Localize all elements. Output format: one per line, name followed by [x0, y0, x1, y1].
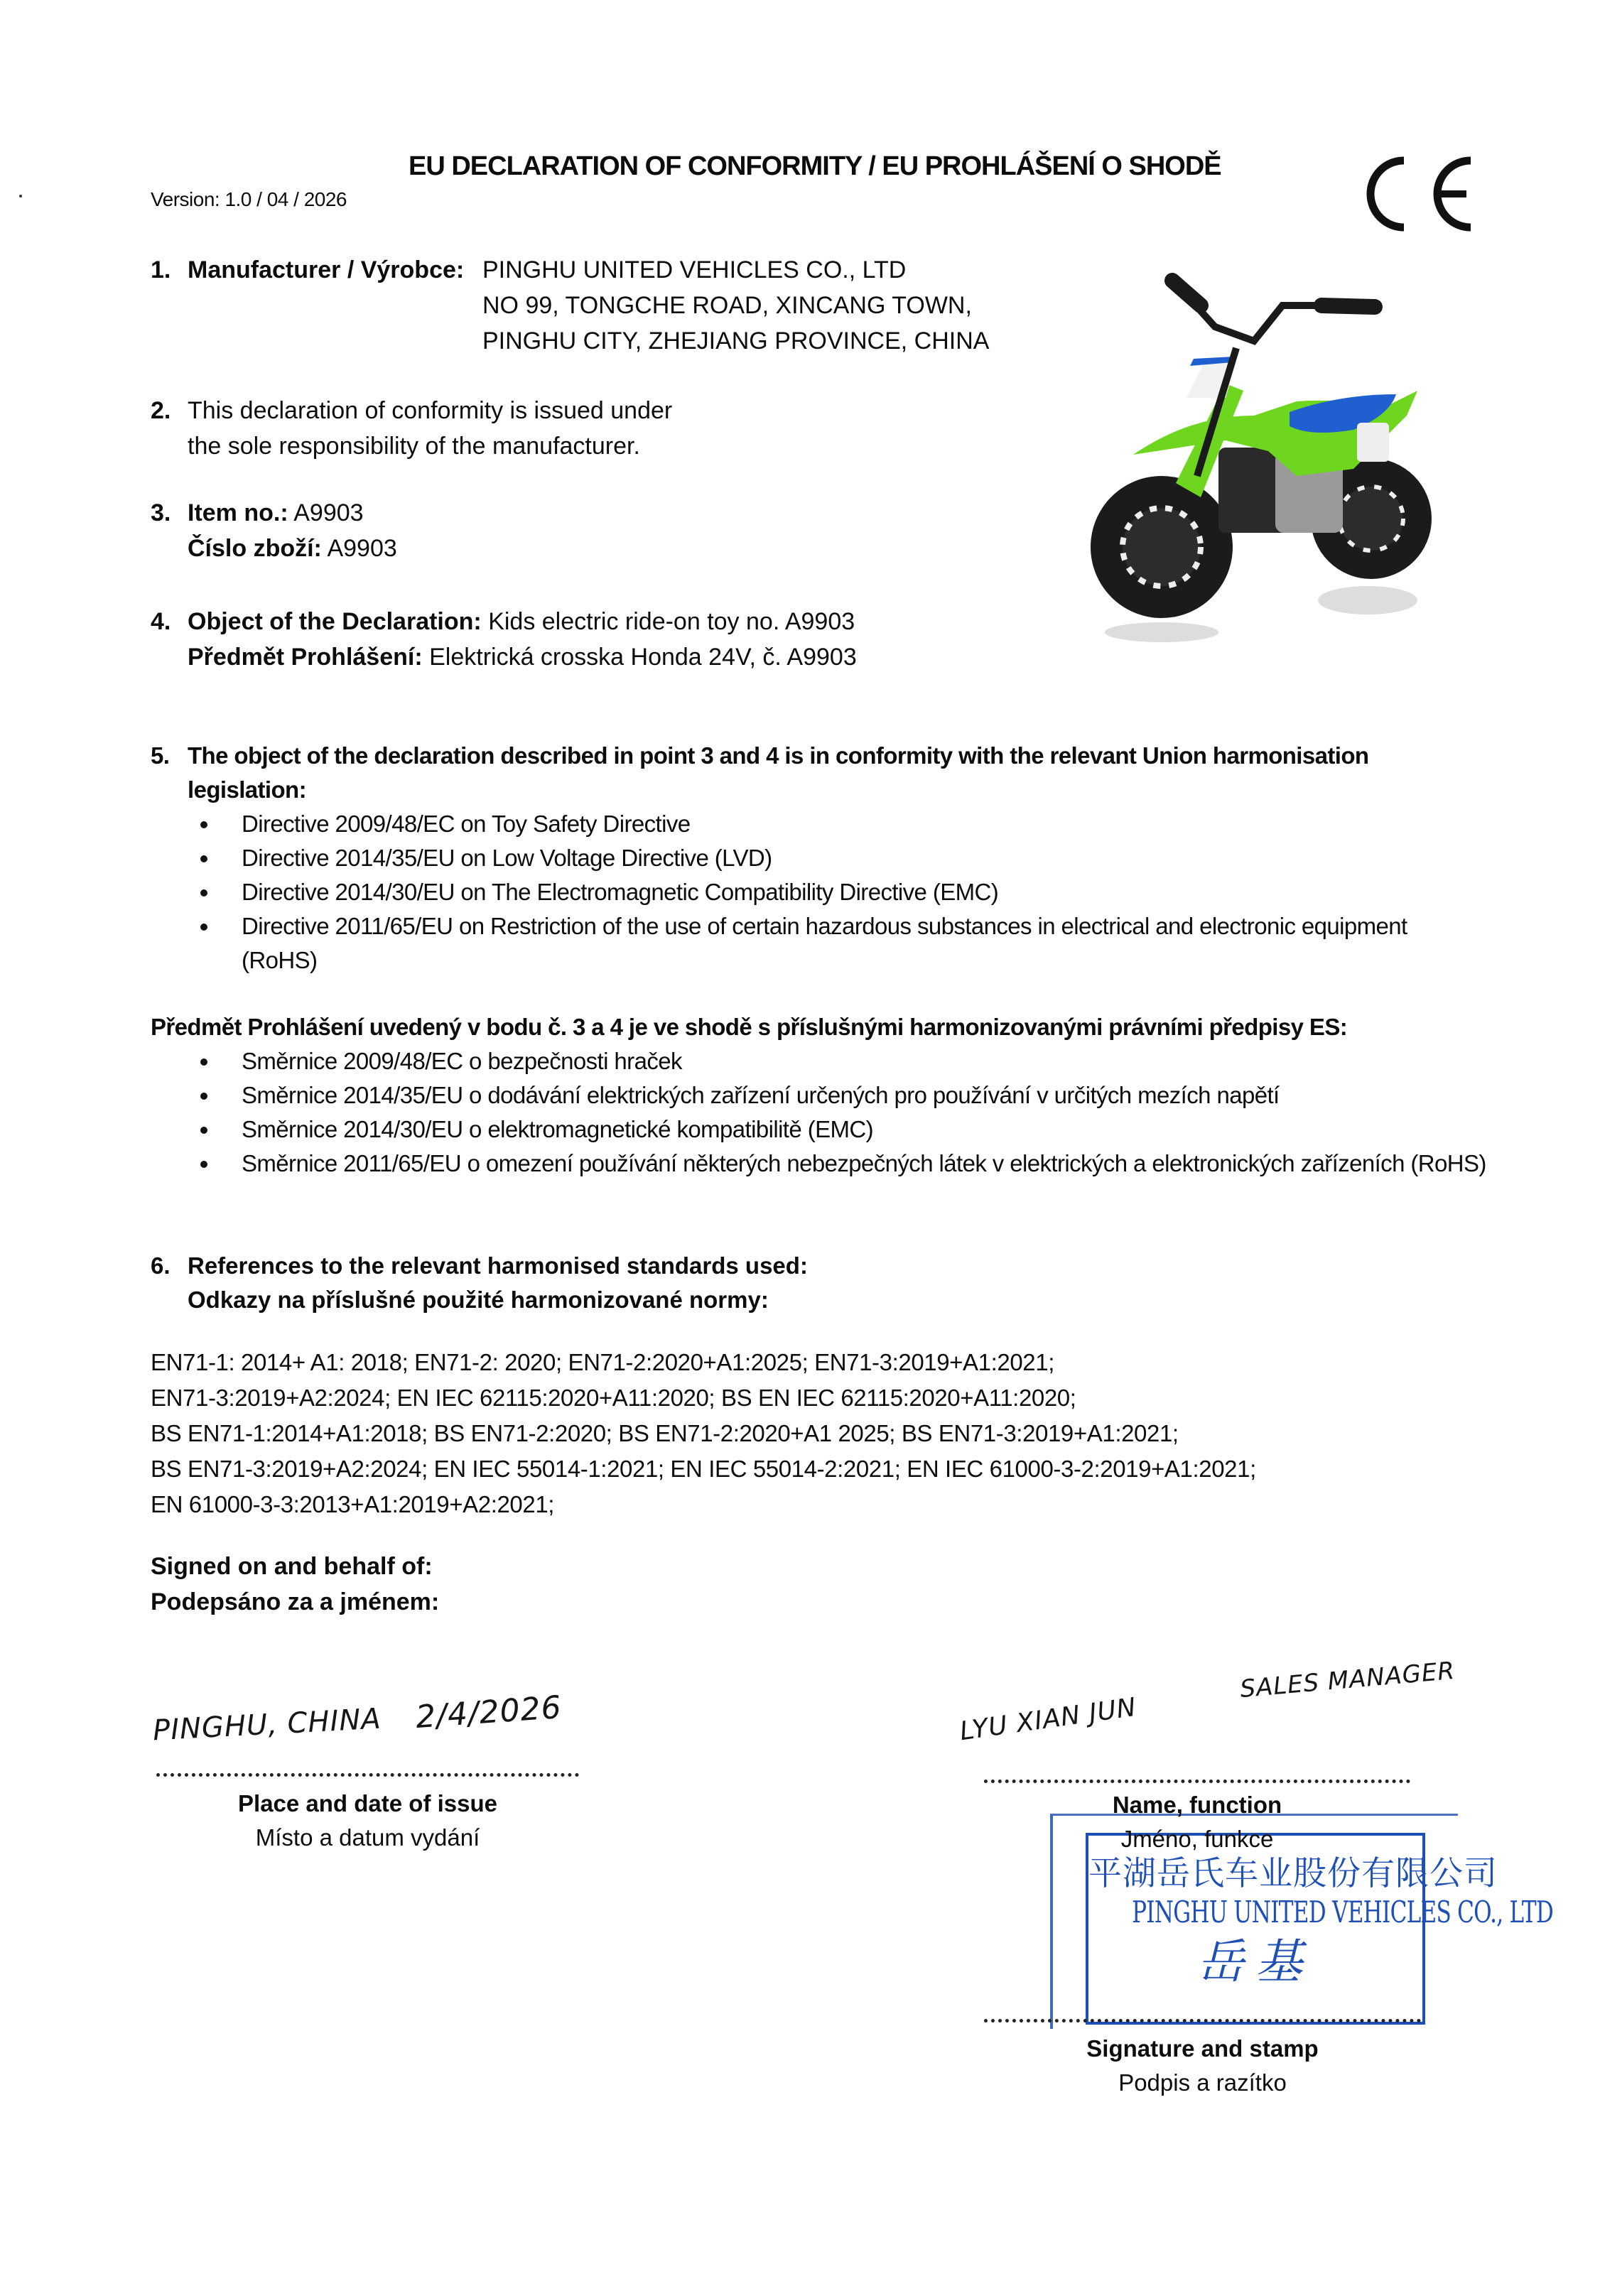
section-number: 3. [151, 499, 171, 526]
handwritten-date: 2/4/2026 [414, 1689, 563, 1736]
stamp-company-cn: 平湖岳氏车业股份有限公司 [1088, 1854, 1498, 1893]
manufacturer-address-line: PINGHU CITY, ZHEJIANG PROVINCE, CHINA [482, 327, 990, 354]
manufacturer-label: Manufacturer / Výrobce: [188, 256, 465, 283]
standards-line: EN 61000-3-3:2013+A1:2019+A2:2021; [151, 1491, 555, 1517]
directive-item: Directive 2014/35/EU on Low Voltage Directive (LVD) [188, 841, 1486, 875]
item-no-value: A9903 [293, 499, 364, 526]
stamp-signature: 岳基 [1197, 1934, 1314, 1989]
section-manufacturer [151, 252, 990, 359]
item-no-label-cz: Číslo zboží: [188, 535, 322, 562]
standards-list [151, 1345, 1256, 1522]
legislation-intro-cz: Předmět Prohlášení uvedený v bodu č. 3 a 4 je ve shodě s příslušnými harmonizovanými právními předpisy ES: [151, 1014, 1348, 1040]
standards-label-cz: Odkazy na příslušné použité harmonizované normy: [188, 1287, 769, 1313]
handwritten-place: PINGHU, CHINA [152, 1702, 382, 1748]
object-label: Object of the Declaration: [188, 608, 482, 635]
sign-caption-cz: Podpis a razítko [1118, 2069, 1287, 2096]
directive-list-cz [151, 1044, 1486, 1181]
shadow [1105, 622, 1218, 642]
document-title: EU DECLARATION OF CONFORMITY / EU PROHLÁŠENÍ O SHODĚ [409, 151, 1221, 181]
section-legislation-cz [151, 1010, 1486, 1181]
name-caption-en: Name, function [1112, 1792, 1282, 1818]
directive-item: Směrnice 2009/48/EC o bezpečnosti hraček [188, 1044, 1486, 1078]
item-no-value-cz: A9903 [327, 535, 397, 562]
ce-mark-icon [1348, 155, 1476, 233]
standards-line: EN71-3:2019+A2:2024; EN IEC 62115:2020+A11:2020; BS EN IEC 62115:2020+A11:2020; [151, 1385, 1076, 1411]
section-number: 4. [151, 608, 171, 635]
shadow [1318, 586, 1417, 614]
object-label-cz: Předmět Prohlášení: [188, 644, 423, 671]
signed-on-behalf [151, 1549, 439, 1620]
directive-item: Directive 2009/48/EC on Toy Safety Directive [188, 807, 1486, 841]
scan-speck [19, 195, 22, 197]
section-number: 5. [151, 742, 170, 769]
standards-label: References to the relevant harmonised standards used: [188, 1252, 808, 1279]
section-object [151, 604, 857, 675]
name-function-line [984, 1780, 1410, 1783]
place-caption-en: Place and date of issue [238, 1790, 497, 1816]
section-number: 1. [151, 256, 171, 283]
directive-item: Směrnice 2014/35/EU o dodávání elektrických zařízení určených pro používání v určitých mezích napětí [188, 1078, 1486, 1112]
dirt-bike-image [1083, 263, 1453, 646]
directive-item: Directive 2014/30/EU on The Electromagnetic Compatibility Directive (EMC) [188, 875, 1486, 909]
section-legislation [151, 739, 1486, 978]
version-label: Version: 1.0 / 04 / 2026 [151, 188, 347, 210]
name-caption-cz: Jméno, funkce [1120, 1826, 1274, 1852]
standards-line: EN71-1: 2014+ A1: 2018; EN71-2: 2020; EN71-2:2020+A1:2025; EN71-3:2019+A1:2021; [151, 1349, 1054, 1375]
manufacturer-name: PINGHU UNITED VEHICLES CO., LTD [482, 256, 907, 283]
standards-line: BS EN71-3:2019+A2:2024; EN IEC 55014-1:2021; EN IEC 55014-2:2021; EN IEC 61000-3-2:2019+A1:2021; [151, 1456, 1256, 1482]
legislation-intro: The object of the declaration described in point 3 and 4 is in conformity with the relevant Union harmonisation legislation: [188, 742, 1369, 803]
responsibility-text: the sole responsibility of the manufacturer. [188, 433, 640, 460]
place-date-caption [156, 1787, 579, 1855]
place-caption-cz: Místo a datum vydání [255, 1824, 480, 1851]
name-function-caption [984, 1788, 1410, 1856]
section-responsibility [151, 393, 672, 464]
directive-list-en [151, 807, 1486, 978]
company-stamp [1086, 1833, 1554, 2025]
signed-label-cz: Podepsáno za a jménem: [151, 1588, 440, 1615]
signed-label: Signed on and behalf of: [151, 1553, 433, 1580]
item-no-label: Item no.: [188, 499, 288, 526]
sign-caption-en: Signature and stamp [1086, 2035, 1319, 2062]
section-number: 6. [151, 1252, 171, 1279]
handwritten-function: SALES MANAGER [1238, 1656, 1456, 1704]
standards-line: BS EN71-1:2014+A1:2018; BS EN71-2:2020; BS EN71-2:2020+A1 2025; BS EN71-3:2019+A1:2021; [151, 1420, 1179, 1446]
stamp-company-en: PINGHU UNITED VEHICLES CO., LTD [1132, 1895, 1554, 1929]
manufacturer-address-line: NO 99, TONGCHE ROAD, XINCANG TOWN, [482, 292, 972, 319]
signature-line [984, 2019, 1421, 2022]
object-value: Kids electric ride-on toy no. A9903 [488, 608, 855, 635]
section-item-number [151, 495, 397, 566]
section-number: 2. [151, 397, 171, 424]
directive-item: Směrnice 2014/30/EU o elektromagnetické kompatibilitě (EMC) [188, 1112, 1486, 1147]
object-value-cz: Elektrická crosska Honda 24V, č. A9903 [429, 644, 857, 671]
directive-item: Směrnice 2011/65/EU o omezení používání některých nebezpečných látek v elektrických a elektronických zařízeních (RoHS) [188, 1147, 1486, 1181]
place-date-line [156, 1773, 579, 1777]
directive-item: Directive 2011/65/EU on Restriction of the use of certain hazardous substances in electrical and electronic equipment (RoHS) [188, 909, 1486, 978]
signature-caption [984, 2032, 1421, 2100]
handwritten-name: LYU XIAN JUN [958, 1692, 1139, 1747]
responsibility-text: This declaration of conformity is issued under [188, 397, 673, 424]
section-standards [151, 1249, 808, 1317]
